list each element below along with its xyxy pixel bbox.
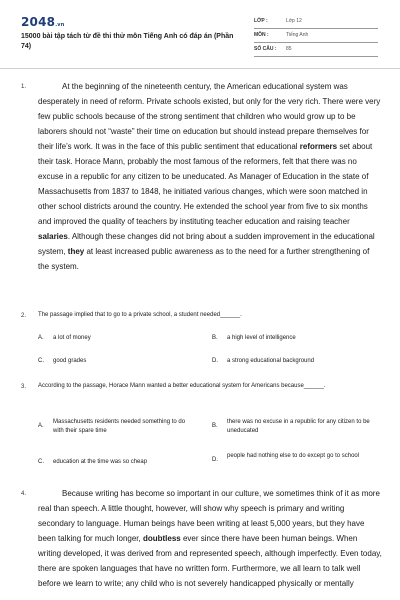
reading-passage-2 <box>38 486 382 591</box>
header-divider <box>0 68 400 69</box>
passage-text: set about their task. Horace Mann, probably the most famous of the reformers, felt that there was no excuse in a republic for any citizen to be uneducated. As Manager of Education in the state of Massachusetts from 1837 to 1848, he initiated various changes, which were soon matched in other school districts around the country. He extended the school year from five to six months and improved the quality of teachers by instituting teacher education and raising teacher <box>38 142 373 226</box>
option-label: B. <box>212 335 218 341</box>
option-text: good grades <box>53 358 87 364</box>
passage-text: . Although these changes did not bring about a sudden improvement in the educational system, <box>38 232 375 256</box>
page-header <box>0 0 400 68</box>
logo-domain: .vn <box>55 22 65 28</box>
option-text: a lot of money <box>53 335 91 341</box>
option-text: there was no excuse in a republic for any citizen to be uneducated <box>227 419 370 434</box>
option-label: A. <box>38 423 44 429</box>
option-label: D. <box>212 358 218 364</box>
answer-option-c[interactable] <box>38 357 203 367</box>
answer-option-b[interactable] <box>212 418 382 438</box>
passage-bold-word: they <box>67 247 85 256</box>
option-text: people had nothing else to do except go to school <box>227 453 360 459</box>
document-title: 15000 bài tập tách từ đề thi thử môn Tiếng Anh có đáp án (Phần 74) <box>21 33 234 50</box>
site-logo[interactable] <box>21 15 65 29</box>
answer-option-d[interactable] <box>212 452 382 472</box>
option-label: A. <box>38 335 44 341</box>
passage-text: Because writing has become so important in our culture, we sometimes think of it as more real than speech. A little thought, however, will show why speech is primary and writing secondary to language. Human beings have been writing at least 5,000 years, but they have been talking for much longer, <box>38 489 380 543</box>
question-number: 3. <box>21 384 27 390</box>
meta-value: 85 <box>286 46 292 52</box>
logo-text: 2048 <box>21 15 56 29</box>
passage-text: at least increased public awareness as to the need for a further strengthening of the system. <box>38 247 370 271</box>
meta-value: Tiếng Anh <box>286 32 309 38</box>
question-number: 1. <box>21 84 27 90</box>
answer-option-a[interactable] <box>38 418 203 438</box>
passage-bold-word: reformers <box>299 142 338 151</box>
option-text: education at the time was so cheap <box>53 459 148 465</box>
option-label: C. <box>38 358 44 364</box>
option-text: a strong educational background <box>227 358 315 364</box>
passage-text: At the beginning of the nineteenth century, the American educational system was desperately in need of reform. Private schools existed, but only for the very rich. There were very few public schools because of the strong sentiment that children who would grow up to be laborers should not “waste” their time on education but should instead prepare themselves for their life’s work. It was in the face of this public sentiment that educational <box>38 82 381 151</box>
reading-passage-1 <box>38 79 382 274</box>
answer-option-a[interactable] <box>38 334 203 344</box>
option-text: a high level of intelligence <box>227 335 296 341</box>
option-text: Massachusetts residents needed something to do with their spare time <box>53 419 186 434</box>
passage-text: ever since there have been human beings. When writing developed, it was derived from and represented speech, although imperfectly. Even today, there are spoken languages that have no written form. Furthermore, we all learn to talk well before we learn to write; any child who is not severely handicapped physically or mentally <box>38 534 382 588</box>
meta-row-subject <box>254 29 378 43</box>
meta-row-count <box>254 43 378 57</box>
question-number: 4. <box>21 491 27 497</box>
option-label: D. <box>212 457 218 463</box>
question-number: 2. <box>21 313 27 319</box>
answer-option-d[interactable] <box>212 357 382 367</box>
passage-bold-word: salaries <box>38 232 68 241</box>
meta-value: Lớp 12 <box>286 18 302 24</box>
option-label: C. <box>38 459 44 465</box>
answer-option-c[interactable] <box>38 458 203 468</box>
question-text: According to the passage, Horace Mann wanted a better educational system for Americans because______. <box>38 383 326 389</box>
meta-key: MÔN : <box>254 32 269 38</box>
meta-key: LỚP : <box>254 18 268 24</box>
answer-option-b[interactable] <box>212 334 382 344</box>
meta-row-class <box>254 15 378 29</box>
meta-key: SỐ CÂU : <box>254 46 277 52</box>
question-text: The passage implied that to go to a private school, a student needed______. <box>38 312 242 318</box>
passage-bold-word: doubtless <box>142 534 181 543</box>
option-label: B. <box>212 423 218 429</box>
